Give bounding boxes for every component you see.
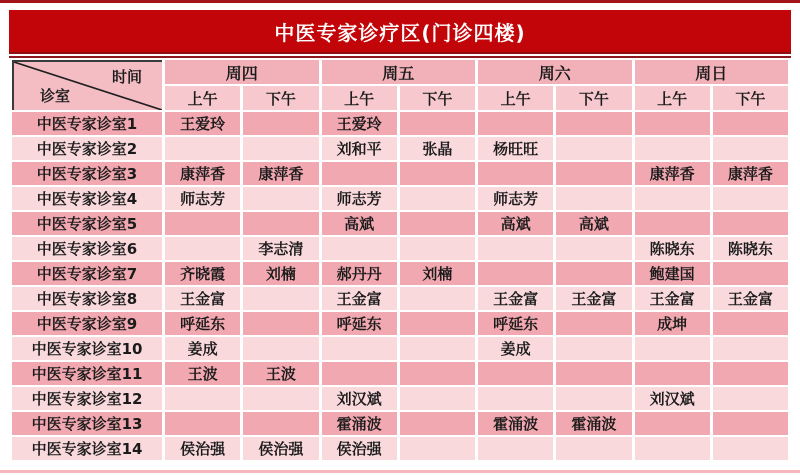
room-label: 中医专家诊室11 xyxy=(12,362,162,385)
doctor-name-cell: 陈晓东 xyxy=(713,237,788,260)
table-row xyxy=(12,287,788,310)
doctor-name-cell: 霍涌波 xyxy=(556,412,631,435)
empty-schedule-cell xyxy=(556,162,631,185)
empty-schedule-cell xyxy=(165,412,240,435)
empty-schedule-cell xyxy=(400,287,475,310)
period-header-am: 上午 xyxy=(635,86,710,110)
period-header-am: 上午 xyxy=(322,86,397,110)
table-row xyxy=(12,187,788,210)
doctor-name-cell: 成坤 xyxy=(635,312,710,335)
empty-schedule-cell xyxy=(556,312,631,335)
period-header-pm: 下午 xyxy=(556,86,631,110)
empty-schedule-cell xyxy=(243,112,318,135)
doctor-name-cell: 康萍香 xyxy=(635,162,710,185)
empty-schedule-cell xyxy=(478,237,553,260)
empty-schedule-cell xyxy=(322,362,397,385)
doctor-name-cell: 王爱玲 xyxy=(322,112,397,135)
doctor-name-cell: 王金富 xyxy=(713,287,788,310)
empty-schedule-cell xyxy=(165,387,240,410)
schedule-table xyxy=(9,58,791,462)
room-label: 中医专家诊室5 xyxy=(12,212,162,235)
doctor-name-cell: 王爱玲 xyxy=(165,112,240,135)
empty-schedule-cell xyxy=(635,362,710,385)
doctor-name-cell: 王金富 xyxy=(322,287,397,310)
empty-schedule-cell xyxy=(400,237,475,260)
day-header-friday: 周五 xyxy=(322,60,476,84)
empty-schedule-cell xyxy=(556,112,631,135)
empty-schedule-cell xyxy=(400,187,475,210)
empty-schedule-cell xyxy=(713,187,788,210)
empty-schedule-cell xyxy=(400,437,475,460)
doctor-name-cell: 霍涌波 xyxy=(322,412,397,435)
room-label: 中医专家诊室10 xyxy=(12,337,162,360)
empty-schedule-cell xyxy=(478,162,553,185)
empty-schedule-cell xyxy=(713,362,788,385)
doctor-name-cell: 师志芳 xyxy=(478,187,553,210)
day-header-row xyxy=(12,60,788,84)
doctor-name-cell: 王金富 xyxy=(165,287,240,310)
doctor-name-cell: 姜成 xyxy=(165,337,240,360)
empty-schedule-cell xyxy=(556,387,631,410)
table-row xyxy=(12,412,788,435)
page-title: 中医专家诊疗区(门诊四楼) xyxy=(9,10,791,54)
empty-schedule-cell xyxy=(243,387,318,410)
empty-schedule-cell xyxy=(243,312,318,335)
table-row xyxy=(12,312,788,335)
empty-schedule-cell xyxy=(243,337,318,360)
empty-schedule-cell xyxy=(713,137,788,160)
doctor-name-cell: 王金富 xyxy=(478,287,553,310)
corner-cell xyxy=(12,60,162,110)
doctor-name-cell: 侯治强 xyxy=(165,437,240,460)
doctor-name-cell: 姜成 xyxy=(478,337,553,360)
empty-schedule-cell xyxy=(243,287,318,310)
empty-schedule-cell xyxy=(713,112,788,135)
empty-schedule-cell xyxy=(243,137,318,160)
corner-room-label: 诊室 xyxy=(40,87,71,105)
empty-schedule-cell xyxy=(713,412,788,435)
empty-schedule-cell xyxy=(400,212,475,235)
room-label: 中医专家诊室6 xyxy=(12,237,162,260)
doctor-name-cell: 呼延东 xyxy=(165,312,240,335)
empty-schedule-cell xyxy=(713,312,788,335)
empty-schedule-cell xyxy=(556,262,631,285)
doctor-name-cell: 刘楠 xyxy=(243,262,318,285)
period-header-am: 上午 xyxy=(478,86,553,110)
doctor-name-cell: 呼延东 xyxy=(478,312,553,335)
doctor-name-cell: 王金富 xyxy=(556,287,631,310)
doctor-name-cell: 康萍香 xyxy=(165,162,240,185)
doctor-name-cell: 刘和平 xyxy=(322,137,397,160)
empty-schedule-cell xyxy=(322,237,397,260)
room-label: 中医专家诊室4 xyxy=(12,187,162,210)
empty-schedule-cell xyxy=(243,187,318,210)
empty-schedule-cell xyxy=(400,337,475,360)
day-header-saturday: 周六 xyxy=(478,60,632,84)
empty-schedule-cell xyxy=(635,112,710,135)
empty-schedule-cell xyxy=(635,137,710,160)
empty-schedule-cell xyxy=(165,212,240,235)
empty-schedule-cell xyxy=(635,437,710,460)
empty-schedule-cell xyxy=(400,362,475,385)
doctor-name-cell: 王金富 xyxy=(635,287,710,310)
table-row xyxy=(12,162,788,185)
empty-schedule-cell xyxy=(400,112,475,135)
period-header-pm: 下午 xyxy=(400,86,475,110)
doctor-name-cell: 刘汉斌 xyxy=(635,387,710,410)
empty-schedule-cell xyxy=(165,237,240,260)
doctor-name-cell: 师志芳 xyxy=(322,187,397,210)
room-label: 中医专家诊室14 xyxy=(12,437,162,460)
empty-schedule-cell xyxy=(165,137,240,160)
top-accent-line xyxy=(0,0,800,3)
room-label: 中医专家诊室2 xyxy=(12,137,162,160)
doctor-name-cell: 霍涌波 xyxy=(478,412,553,435)
doctor-name-cell: 侯治强 xyxy=(243,437,318,460)
doctor-name-cell: 高斌 xyxy=(322,212,397,235)
empty-schedule-cell xyxy=(478,437,553,460)
empty-schedule-cell xyxy=(400,312,475,335)
empty-schedule-cell xyxy=(243,412,318,435)
empty-schedule-cell xyxy=(556,337,631,360)
doctor-name-cell: 康萍香 xyxy=(713,162,788,185)
doctor-name-cell: 王波 xyxy=(165,362,240,385)
day-header-sunday: 周日 xyxy=(635,60,789,84)
doctor-name-cell: 鲍建国 xyxy=(635,262,710,285)
empty-schedule-cell xyxy=(713,387,788,410)
doctor-name-cell: 王波 xyxy=(243,362,318,385)
empty-schedule-cell xyxy=(713,337,788,360)
doctor-name-cell: 郝丹丹 xyxy=(322,262,397,285)
doctor-name-cell: 侯治强 xyxy=(322,437,397,460)
room-label: 中医专家诊室1 xyxy=(12,112,162,135)
table-row xyxy=(12,137,788,160)
room-label: 中医专家诊室8 xyxy=(12,287,162,310)
table-row xyxy=(12,387,788,410)
doctor-name-cell: 陈晓东 xyxy=(635,237,710,260)
empty-schedule-cell xyxy=(556,187,631,210)
room-label: 中医专家诊室13 xyxy=(12,412,162,435)
doctor-name-cell: 杨旺旺 xyxy=(478,137,553,160)
empty-schedule-cell xyxy=(400,162,475,185)
table-row xyxy=(12,262,788,285)
period-header-pm: 下午 xyxy=(243,86,318,110)
doctor-name-cell: 刘楠 xyxy=(400,262,475,285)
room-label: 中医专家诊室9 xyxy=(12,312,162,335)
table-row xyxy=(12,212,788,235)
empty-schedule-cell xyxy=(322,337,397,360)
schedule-table-container xyxy=(9,56,791,462)
empty-schedule-cell xyxy=(635,187,710,210)
table-row xyxy=(12,112,788,135)
empty-schedule-cell xyxy=(478,362,553,385)
period-header-am: 上午 xyxy=(165,86,240,110)
room-label: 中医专家诊室12 xyxy=(12,387,162,410)
doctor-name-cell: 师志芳 xyxy=(165,187,240,210)
room-label: 中医专家诊室3 xyxy=(12,162,162,185)
room-label: 中医专家诊室7 xyxy=(12,262,162,285)
empty-schedule-cell xyxy=(713,437,788,460)
table-row xyxy=(12,337,788,360)
empty-schedule-cell xyxy=(478,387,553,410)
empty-schedule-cell xyxy=(635,412,710,435)
table-row xyxy=(12,362,788,385)
corner-time-label: 时间 xyxy=(111,68,142,86)
day-header-thursday: 周四 xyxy=(165,60,319,84)
doctor-name-cell: 呼延东 xyxy=(322,312,397,335)
empty-schedule-cell xyxy=(478,262,553,285)
empty-schedule-cell xyxy=(556,362,631,385)
empty-schedule-cell xyxy=(243,212,318,235)
empty-schedule-cell xyxy=(713,262,788,285)
bottom-accent-line xyxy=(0,470,800,473)
empty-schedule-cell xyxy=(556,137,631,160)
period-header-pm: 下午 xyxy=(713,86,788,110)
empty-schedule-cell xyxy=(322,162,397,185)
empty-schedule-cell xyxy=(635,212,710,235)
empty-schedule-cell xyxy=(556,237,631,260)
doctor-name-cell: 高斌 xyxy=(556,212,631,235)
empty-schedule-cell xyxy=(556,437,631,460)
empty-schedule-cell xyxy=(400,412,475,435)
schedule-body xyxy=(12,112,788,460)
table-row xyxy=(12,237,788,260)
doctor-name-cell: 刘汉斌 xyxy=(322,387,397,410)
empty-schedule-cell xyxy=(400,387,475,410)
doctor-name-cell: 康萍香 xyxy=(243,162,318,185)
doctor-name-cell: 李志清 xyxy=(243,237,318,260)
table-row xyxy=(12,437,788,460)
empty-schedule-cell xyxy=(478,112,553,135)
empty-schedule-cell xyxy=(635,337,710,360)
doctor-name-cell: 齐晓霞 xyxy=(165,262,240,285)
doctor-name-cell: 高斌 xyxy=(478,212,553,235)
empty-schedule-cell xyxy=(713,212,788,235)
doctor-name-cell: 张晶 xyxy=(400,137,475,160)
